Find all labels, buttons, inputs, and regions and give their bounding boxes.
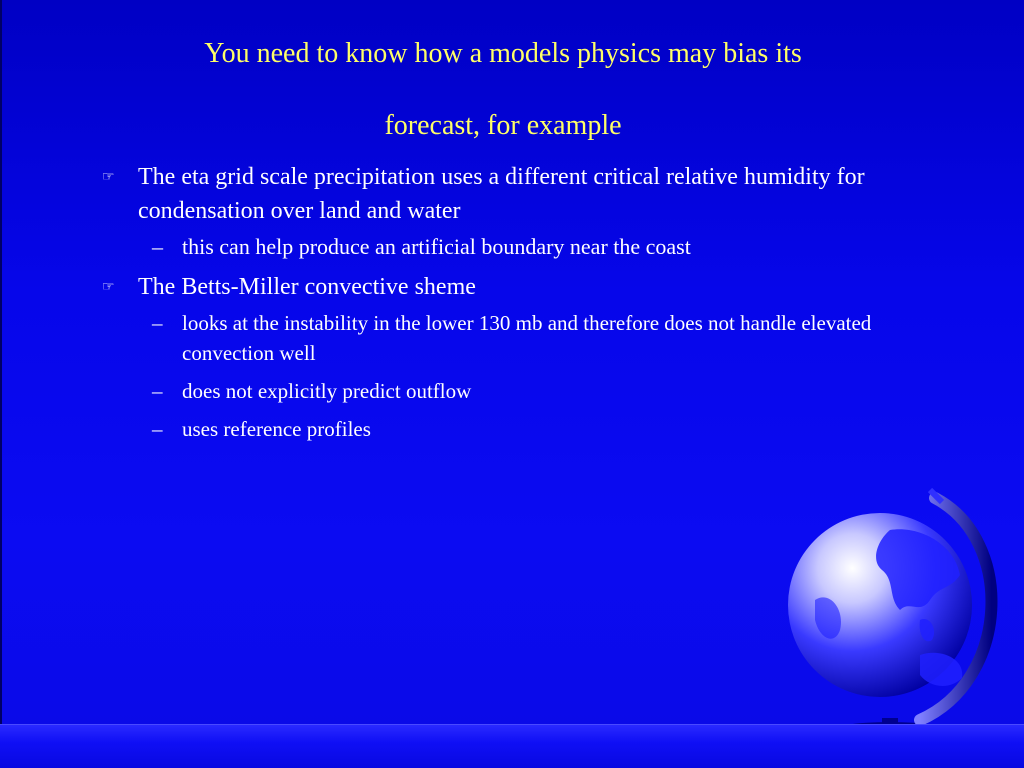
sub-bullet-item: [138, 232, 956, 262]
slide-title-line-2: forecast, for example: [384, 110, 622, 141]
sub-bullet-text: uses reference profiles: [182, 417, 371, 441]
bullet-list: [96, 160, 956, 452]
slide-title-line-1: You need to know how a models physics may bias its: [204, 38, 802, 69]
sub-bullet-text: does not explicitly predict outflow: [182, 379, 472, 403]
sub-bullet-item: [138, 414, 956, 444]
bullet-item: [96, 160, 956, 262]
bullet-item: [96, 270, 956, 444]
sub-bullet-list: [138, 232, 956, 262]
bullet-text: The Betts-Miller convective sheme: [138, 274, 476, 300]
sub-bullet-text: this can help produce an artificial boundary near the coast: [182, 234, 691, 259]
bullet-text: The eta grid scale precipitation uses a different critical relative humidity for condensation over land and water: [138, 164, 865, 224]
slide-title: [0, 18, 1006, 162]
sub-bullet-item: [138, 376, 956, 406]
dash-marker: –: [152, 311, 163, 335]
globe-graphic: [770, 480, 1010, 750]
dash-marker: –: [152, 417, 163, 441]
footer-bar: [0, 724, 1024, 768]
globe-icon: [770, 480, 1010, 750]
dash-marker: –: [152, 379, 163, 403]
pointing-hand-icon: ☞: [102, 280, 115, 295]
pointing-hand-icon: ☞: [102, 170, 115, 185]
sub-bullet-text: looks at the instability in the lower 130 mb and therefore does not handle elevated convection well: [182, 311, 872, 365]
sub-bullet-item: [138, 308, 956, 368]
sub-bullet-list: [138, 308, 956, 444]
dash-marker: –: [152, 234, 163, 259]
